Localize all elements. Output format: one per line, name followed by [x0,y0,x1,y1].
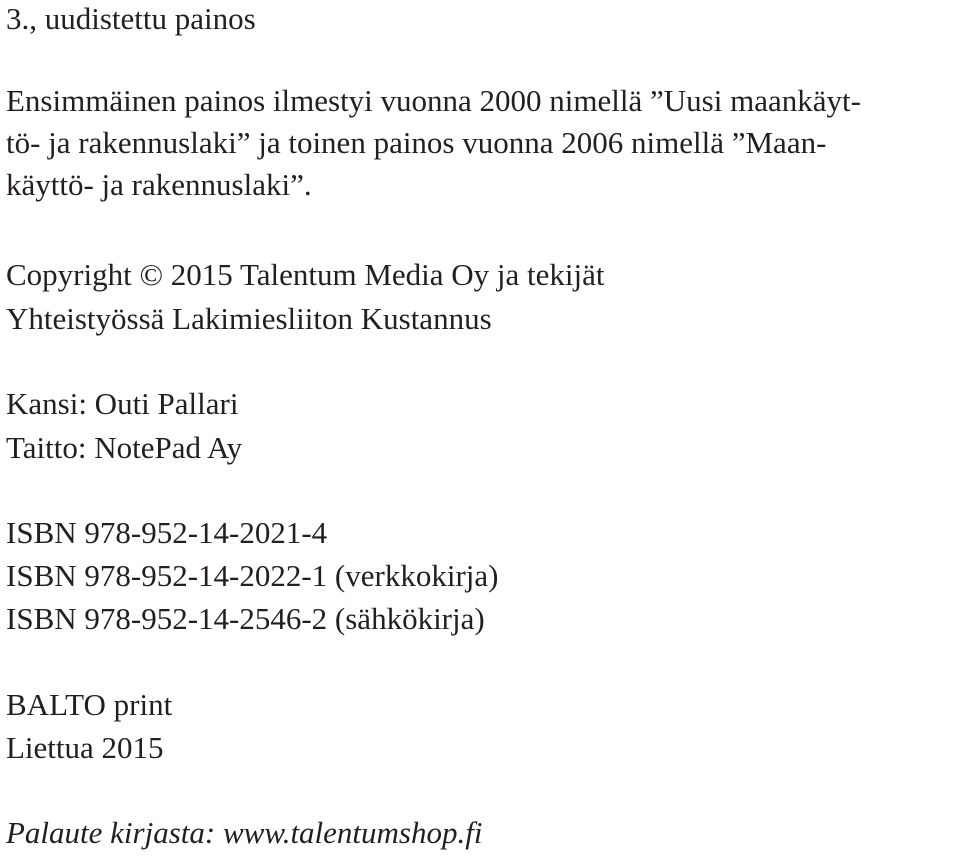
isbn-print: ISBN 978-952-14-2021-4 [6,515,328,550]
printer-place-year: Liettua 2015 [6,730,164,765]
layout-credit: Taitto: NotePad Ay [6,430,243,465]
history-line-1: Ensimmäinen painos ilmestyi vuonna 2000 nimellä ”Uusi maankäyt- [6,83,861,118]
isbn-online: ISBN 978-952-14-2022-1 (verkkokirja) [6,558,499,593]
copyright-line: Copyright © 2015 Talentum Media Oy ja tekijät [6,257,605,292]
history-line-3: käyttö- ja rakennuslaki”. [6,167,312,202]
isbn-ebook: ISBN 978-952-14-2546-2 (sähkökirja) [6,601,485,636]
feedback-line: Palaute kirjasta: www.talentumshop.fi [6,815,483,850]
edition-line: 3., uudistettu painos [6,1,256,36]
printer-name: BALTO print [6,687,173,722]
cover-credit: Kansi: Outi Pallari [6,386,239,421]
history-line-2: tö- ja rakennuslaki” ja toinen painos vuonna 2006 nimellä ”Maan- [6,125,827,160]
copublisher-line: Yhteistyössä Lakimiesliiton Kustannus [6,301,492,336]
